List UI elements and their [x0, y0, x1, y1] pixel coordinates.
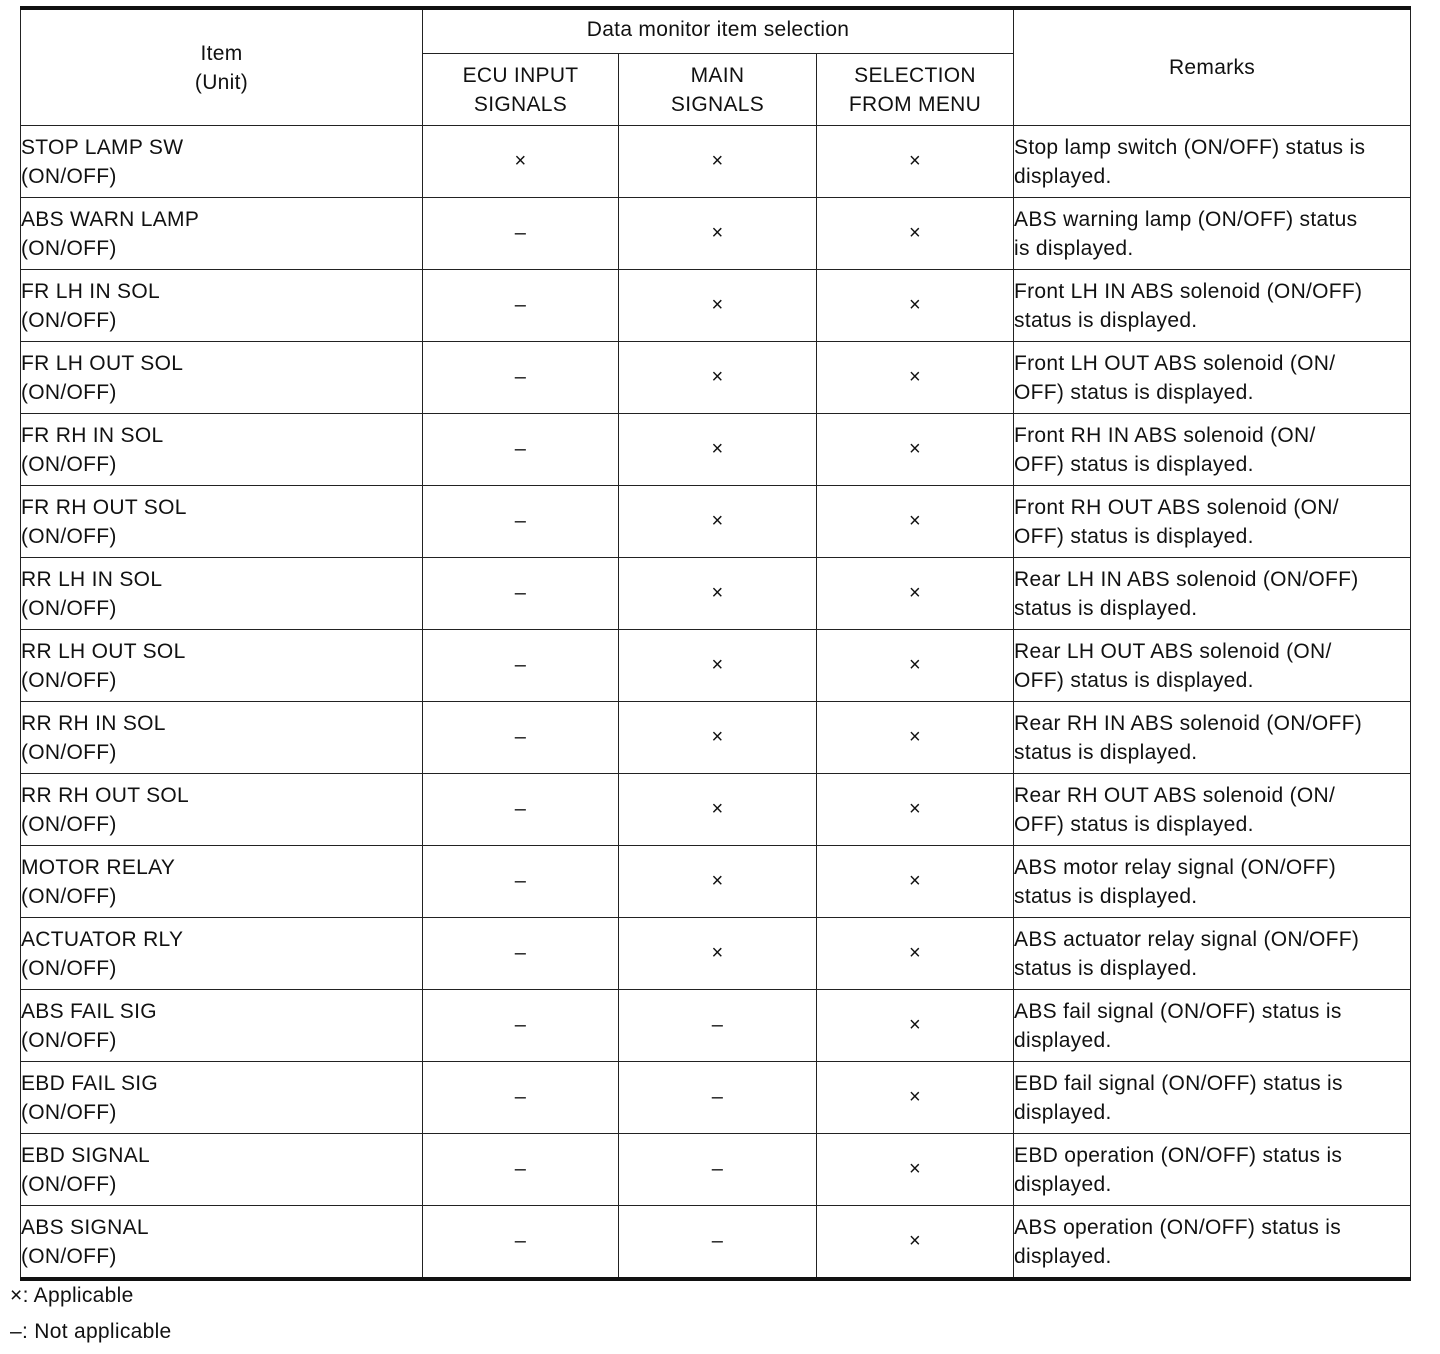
main-signals-mark: –	[619, 1134, 817, 1206]
item-cell	[21, 126, 423, 198]
main-signals-mark: ×	[619, 918, 817, 990]
table-header	[21, 8, 1411, 126]
header-item	[21, 8, 423, 126]
table-row	[21, 630, 1411, 702]
remark-line1: Front RH IN ABS solenoid (ON/	[1014, 423, 1316, 447]
table-row	[21, 486, 1411, 558]
remark-cell	[1014, 630, 1411, 702]
main-signals-mark: ×	[619, 486, 817, 558]
header-main-line2: SIGNALS	[670, 92, 765, 116]
item-name: RR RH OUT SOL	[21, 783, 190, 807]
item-unit: (ON/OFF)	[21, 452, 117, 476]
main-signals-mark: ×	[619, 702, 817, 774]
header-sel-line1: SELECTION	[854, 63, 976, 87]
header-sel-line2: FROM MENU	[848, 92, 982, 116]
selection-menu-mark: ×	[817, 198, 1014, 270]
remark-line1: Front LH OUT ABS solenoid (ON/	[1014, 351, 1336, 375]
main-signals-mark: –	[619, 1062, 817, 1134]
item-cell	[21, 270, 423, 342]
item-unit: (ON/OFF)	[21, 380, 117, 404]
item-unit: (ON/OFF)	[21, 812, 117, 836]
table-row	[21, 846, 1411, 918]
table-row	[21, 1062, 1411, 1134]
remark-cell	[1014, 990, 1411, 1062]
remark-line1: ABS motor relay signal (ON/OFF)	[1014, 855, 1337, 879]
ecu-input-mark: –	[423, 198, 619, 270]
selection-menu-mark: ×	[817, 1206, 1014, 1280]
main-signals-mark: ×	[619, 414, 817, 486]
ecu-input-mark: –	[423, 630, 619, 702]
remark-cell	[1014, 198, 1411, 270]
item-name: STOP LAMP SW	[21, 135, 184, 159]
remark-cell	[1014, 486, 1411, 558]
table-body	[21, 126, 1411, 1280]
remark-line1: Front LH IN ABS solenoid (ON/OFF)	[1014, 279, 1363, 303]
remark-cell	[1014, 342, 1411, 414]
table-row	[21, 702, 1411, 774]
remark-cell	[1014, 1134, 1411, 1206]
main-signals-mark: –	[619, 990, 817, 1062]
selection-menu-mark: ×	[817, 990, 1014, 1062]
main-signals-mark: ×	[619, 630, 817, 702]
ecu-input-mark: –	[423, 918, 619, 990]
item-name: RR LH IN SOL	[21, 567, 163, 591]
item-unit: (ON/OFF)	[21, 1172, 117, 1196]
table-row	[21, 198, 1411, 270]
remark-line1: Rear LH IN ABS solenoid (ON/OFF)	[1014, 567, 1359, 591]
item-unit: (ON/OFF)	[21, 1028, 117, 1052]
selection-menu-mark: ×	[817, 846, 1014, 918]
legend-not-applicable: –: Not applicable	[10, 1320, 172, 1343]
item-name: FR LH OUT SOL	[21, 351, 184, 375]
item-unit: (ON/OFF)	[21, 668, 117, 692]
item-cell	[21, 414, 423, 486]
main-signals-mark: –	[619, 1206, 817, 1280]
table-row	[21, 270, 1411, 342]
remark-line2: OFF) status is displayed.	[1014, 452, 1254, 476]
item-name: ABS WARN LAMP	[21, 207, 200, 231]
remark-line1: Stop lamp switch (ON/OFF) status is	[1014, 135, 1366, 159]
ecu-input-mark: –	[423, 1134, 619, 1206]
item-name: RR LH OUT SOL	[21, 639, 186, 663]
selection-menu-mark: ×	[817, 342, 1014, 414]
header-selection-group: Data monitor item selection	[423, 8, 1014, 54]
ecu-input-mark: –	[423, 846, 619, 918]
item-unit: (ON/OFF)	[21, 1100, 117, 1124]
main-signals-mark: ×	[619, 270, 817, 342]
item-unit: (ON/OFF)	[21, 956, 117, 980]
remark-cell	[1014, 558, 1411, 630]
item-unit: (ON/OFF)	[21, 1244, 117, 1268]
remark-line2: OFF) status is displayed.	[1014, 524, 1254, 548]
item-cell	[21, 342, 423, 414]
item-unit: (ON/OFF)	[21, 236, 117, 260]
selection-menu-mark: ×	[817, 918, 1014, 990]
item-name: ACTUATOR RLY	[21, 927, 184, 951]
item-unit: (ON/OFF)	[21, 308, 117, 332]
header-main-signals	[619, 54, 817, 126]
main-signals-mark: ×	[619, 774, 817, 846]
remark-cell	[1014, 774, 1411, 846]
remark-line1: Rear LH OUT ABS solenoid (ON/	[1014, 639, 1332, 663]
remark-line1: EBD operation (ON/OFF) status is	[1014, 1143, 1343, 1167]
ecu-input-mark: –	[423, 558, 619, 630]
remark-line2: is displayed.	[1014, 236, 1134, 260]
remark-line2: OFF) status is displayed.	[1014, 380, 1254, 404]
remark-line1: ABS actuator relay signal (ON/OFF)	[1014, 927, 1360, 951]
remark-line1: Rear RH IN ABS solenoid (ON/OFF)	[1014, 711, 1363, 735]
remark-line2: status is displayed.	[1014, 308, 1198, 332]
ecu-input-mark: –	[423, 990, 619, 1062]
item-name: ABS SIGNAL	[21, 1215, 149, 1239]
selection-menu-mark: ×	[817, 126, 1014, 198]
selection-menu-mark: ×	[817, 486, 1014, 558]
item-name: ABS FAIL SIG	[21, 999, 157, 1023]
table-row	[21, 558, 1411, 630]
remark-cell	[1014, 414, 1411, 486]
header-ecu-input-signals	[423, 54, 619, 126]
item-unit: (ON/OFF)	[21, 740, 117, 764]
table-row	[21, 990, 1411, 1062]
item-name: EBD FAIL SIG	[21, 1071, 159, 1095]
main-signals-mark: ×	[619, 198, 817, 270]
selection-menu-mark: ×	[817, 414, 1014, 486]
selection-menu-mark: ×	[817, 1062, 1014, 1134]
item-cell	[21, 990, 423, 1062]
remark-line2: displayed.	[1014, 1172, 1112, 1196]
remark-line1: ABS warning lamp (ON/OFF) status	[1014, 207, 1358, 231]
item-name: FR RH OUT SOL	[21, 495, 187, 519]
remark-line1: Rear RH OUT ABS solenoid (ON/	[1014, 783, 1336, 807]
data-monitor-table	[20, 6, 1411, 1281]
ecu-input-mark: –	[423, 486, 619, 558]
ecu-input-mark: –	[423, 1062, 619, 1134]
remark-line2: status is displayed.	[1014, 740, 1198, 764]
header-unit-label: (Unit)	[194, 70, 249, 94]
remark-cell	[1014, 270, 1411, 342]
main-signals-mark: ×	[619, 126, 817, 198]
item-unit: (ON/OFF)	[21, 164, 117, 188]
item-cell	[21, 1206, 423, 1280]
remark-line2: displayed.	[1014, 1028, 1112, 1052]
item-name: RR RH IN SOL	[21, 711, 166, 735]
header-ecu-line2: SIGNALS	[473, 92, 568, 116]
item-cell	[21, 558, 423, 630]
header-selection-from-menu	[817, 54, 1014, 126]
remark-line1: Front RH OUT ABS solenoid (ON/	[1014, 495, 1339, 519]
legend-applicable: ×: Applicable	[10, 1284, 134, 1307]
selection-menu-mark: ×	[817, 558, 1014, 630]
ecu-input-mark: –	[423, 414, 619, 486]
item-cell	[21, 630, 423, 702]
item-cell	[21, 486, 423, 558]
remark-line2: OFF) status is displayed.	[1014, 668, 1254, 692]
table-row	[21, 414, 1411, 486]
header-ecu-line1: ECU INPUT	[462, 63, 579, 87]
remark-cell	[1014, 1206, 1411, 1280]
table-row	[21, 774, 1411, 846]
item-unit: (ON/OFF)	[21, 596, 117, 620]
selection-menu-mark: ×	[817, 1134, 1014, 1206]
remark-line2: displayed.	[1014, 1100, 1112, 1124]
table-row	[21, 342, 1411, 414]
remark-line1: EBD fail signal (ON/OFF) status is	[1014, 1071, 1343, 1095]
item-cell	[21, 702, 423, 774]
table-row	[21, 126, 1411, 198]
header-remarks: Remarks	[1014, 8, 1411, 126]
main-signals-mark: ×	[619, 846, 817, 918]
selection-menu-mark: ×	[817, 630, 1014, 702]
header-main-line1: MAIN	[690, 63, 745, 87]
remark-line1: ABS operation (ON/OFF) status is	[1014, 1215, 1342, 1239]
item-cell	[21, 198, 423, 270]
remark-line2: displayed.	[1014, 164, 1112, 188]
table-row	[21, 918, 1411, 990]
remark-line2: status is displayed.	[1014, 596, 1198, 620]
ecu-input-mark: –	[423, 342, 619, 414]
item-unit: (ON/OFF)	[21, 524, 117, 548]
remark-cell	[1014, 918, 1411, 990]
ecu-input-mark: –	[423, 1206, 619, 1280]
ecu-input-mark: –	[423, 702, 619, 774]
table-row	[21, 1134, 1411, 1206]
item-name: EBD SIGNAL	[21, 1143, 151, 1167]
item-name: FR RH IN SOL	[21, 423, 164, 447]
item-name: FR LH IN SOL	[21, 279, 160, 303]
remark-line2: OFF) status is displayed.	[1014, 812, 1254, 836]
remark-cell	[1014, 1062, 1411, 1134]
item-cell	[21, 846, 423, 918]
remark-line1: ABS fail signal (ON/OFF) status is	[1014, 999, 1342, 1023]
header-item-label: Item	[200, 41, 243, 65]
remark-line2: displayed.	[1014, 1244, 1112, 1268]
selection-menu-mark: ×	[817, 774, 1014, 846]
ecu-input-mark: –	[423, 270, 619, 342]
remark-cell	[1014, 126, 1411, 198]
selection-menu-mark: ×	[817, 702, 1014, 774]
item-cell	[21, 1062, 423, 1134]
table-row	[21, 1206, 1411, 1280]
remark-cell	[1014, 702, 1411, 774]
item-unit: (ON/OFF)	[21, 884, 117, 908]
item-name: MOTOR RELAY	[21, 855, 176, 879]
item-cell	[21, 1134, 423, 1206]
remark-line2: status is displayed.	[1014, 956, 1198, 980]
ecu-input-mark: –	[423, 774, 619, 846]
remark-line2: status is displayed.	[1014, 884, 1198, 908]
main-signals-mark: ×	[619, 342, 817, 414]
item-cell	[21, 774, 423, 846]
ecu-input-mark: ×	[423, 126, 619, 198]
item-cell	[21, 918, 423, 990]
remark-cell	[1014, 846, 1411, 918]
main-signals-mark: ×	[619, 558, 817, 630]
selection-menu-mark: ×	[817, 270, 1014, 342]
